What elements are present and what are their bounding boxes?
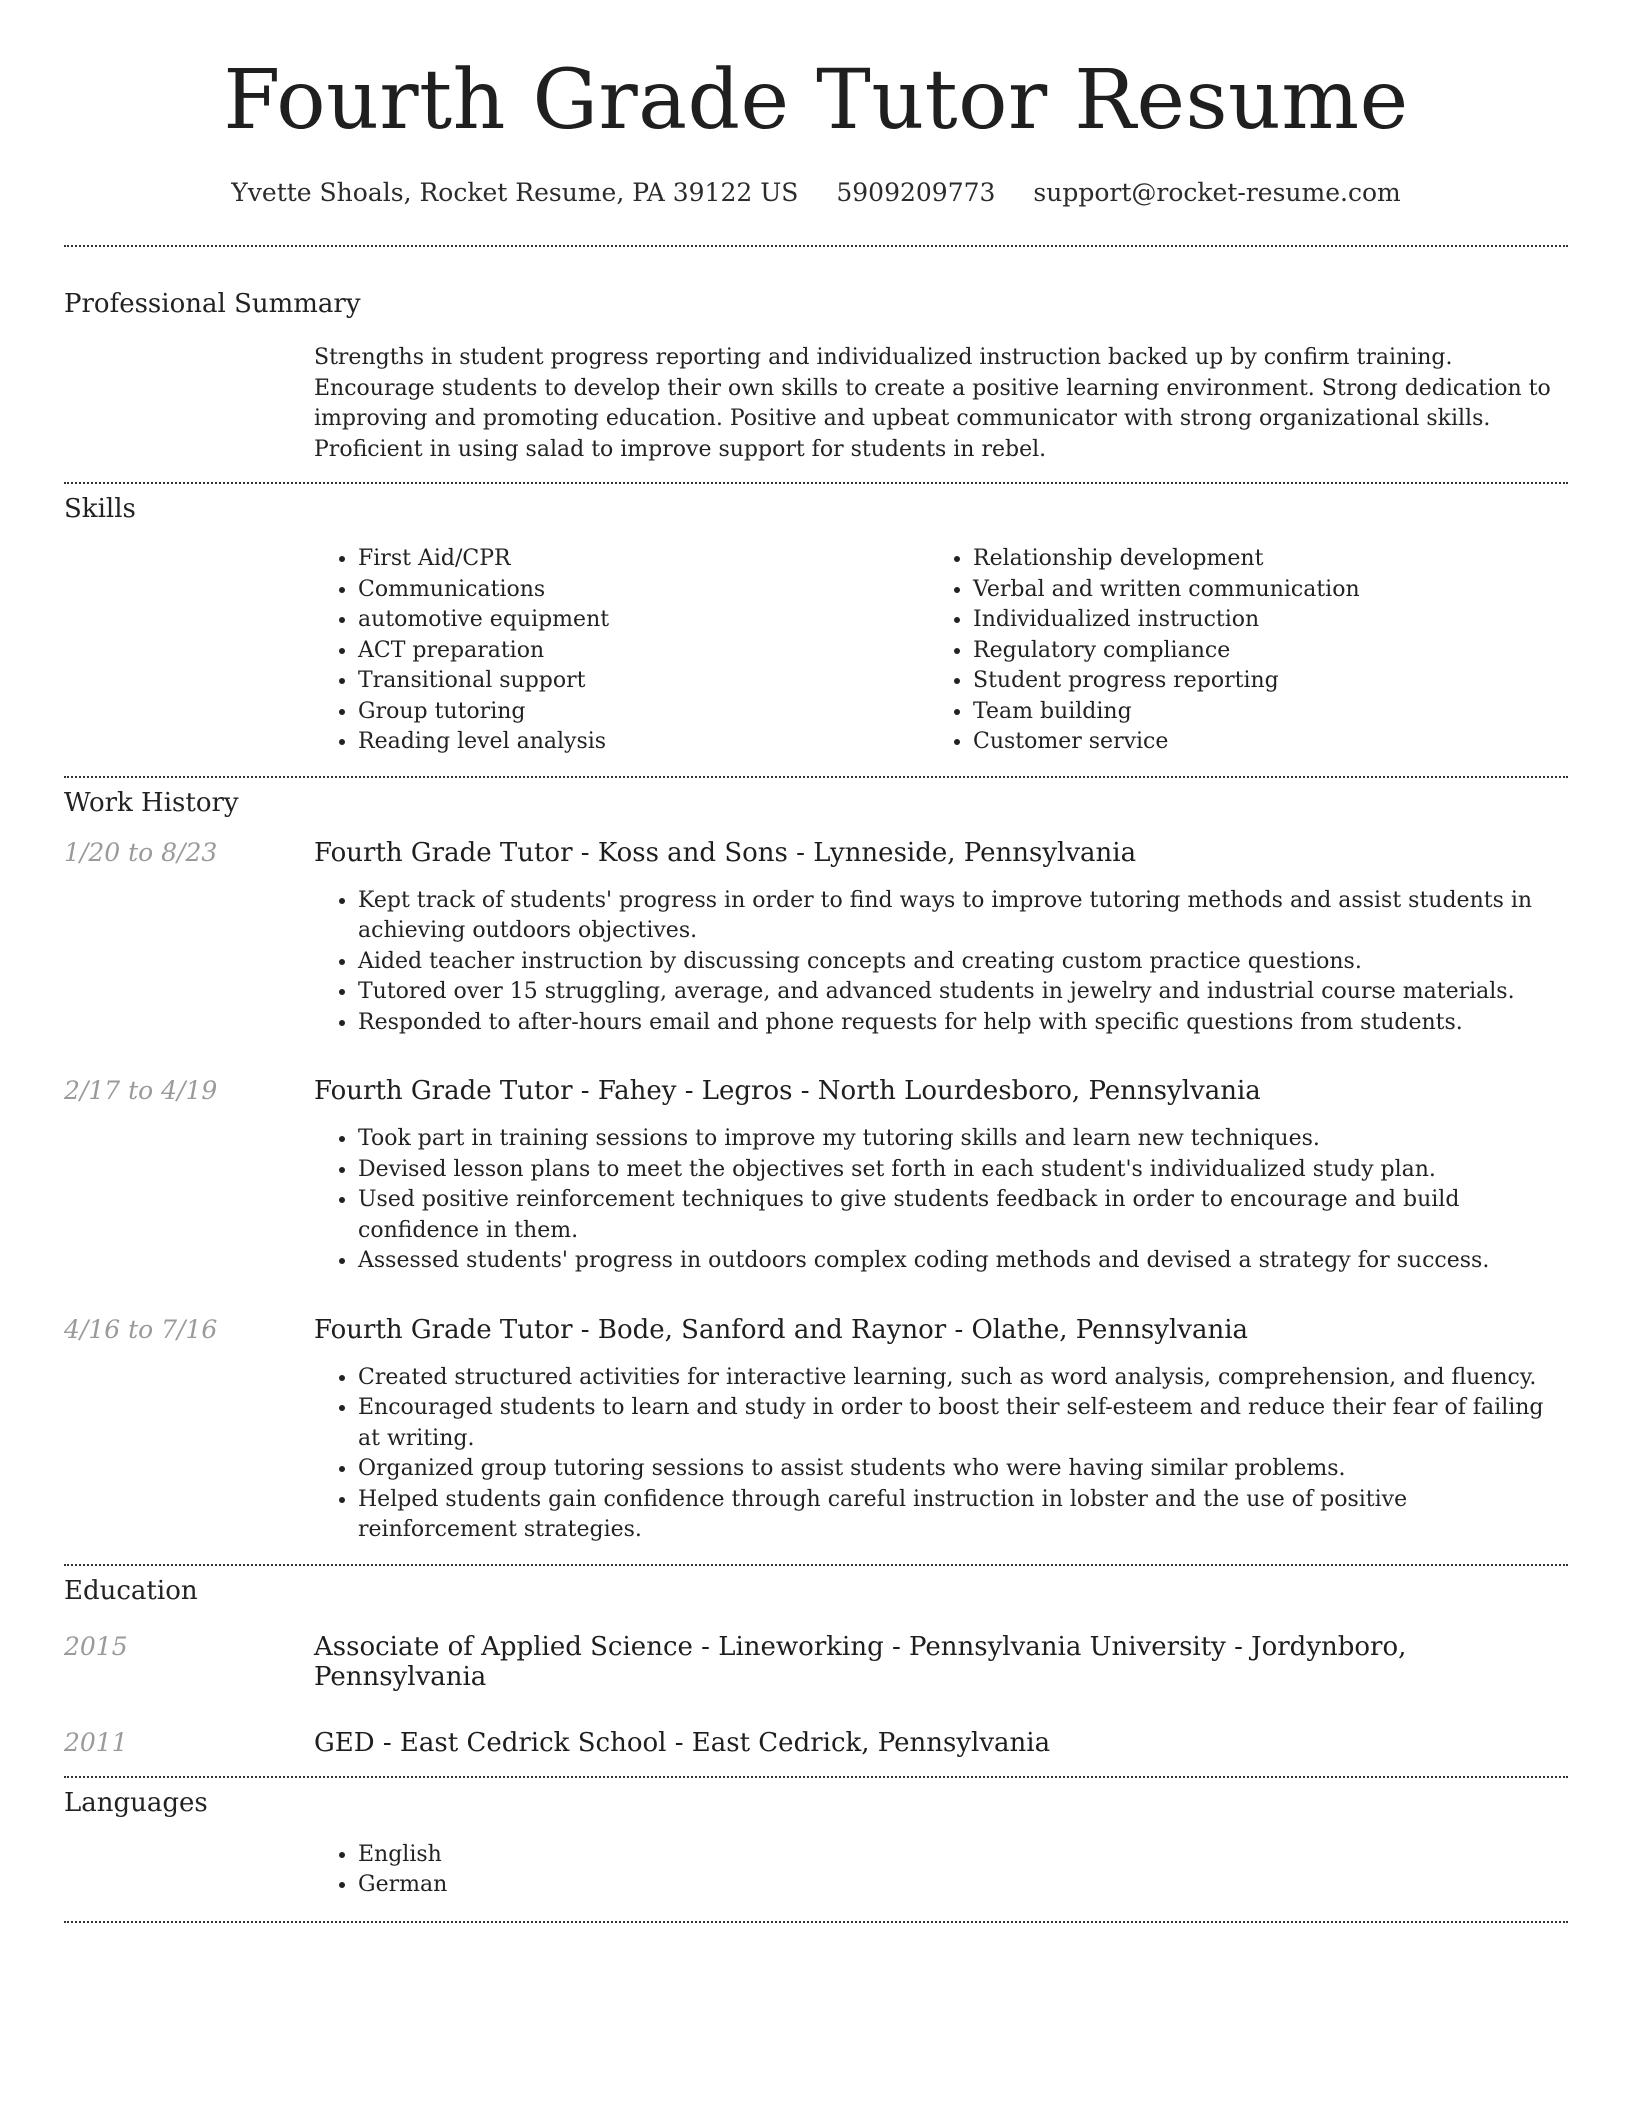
- job-title: Fourth Grade Tutor: [314, 1314, 573, 1345]
- list-item: • Aided teacher instruction by discussing concepts and creating custom practice questions.: [358, 947, 1568, 978]
- list-item: • Helped students gain confidence through careful instruction in lobster and the use of positive reinforcement strategies.: [358, 1485, 1568, 1546]
- contact-phone: 5909209773: [836, 178, 996, 207]
- job-dates: 1/20 to 8/23: [64, 837, 218, 867]
- list-item: • Student progress reporting: [973, 666, 1544, 697]
- list-item: • Devised lesson plans to meet the objectives set forth in each student's individualized study plan.: [358, 1155, 1568, 1186]
- list-item: • German: [358, 1870, 1568, 1901]
- list-item: • Reading level analysis: [358, 727, 929, 758]
- work-history-section: [64, 788, 1568, 1546]
- job-title: Fourth Grade Tutor: [314, 837, 573, 868]
- list-item: • Transitional support: [358, 666, 929, 697]
- list-item: • Took part in training sessions to improve my tutoring skills and learn new techniques.: [358, 1124, 1568, 1155]
- languages-section: [64, 1788, 1568, 1901]
- languages-list: [64, 1840, 1568, 1901]
- section-heading-languages: Languages: [64, 1787, 208, 1818]
- education-entry: [64, 1728, 1568, 1758]
- contact-email: support@rocket-resume.com: [1033, 178, 1401, 207]
- education-entry: [64, 1632, 1568, 1692]
- job-company: Koss and Sons - Lynneside, Pennsylvania: [597, 837, 1137, 868]
- list-item: • automotive equipment: [358, 605, 929, 636]
- job-entry: [64, 1315, 1568, 1546]
- job-bullets: [314, 1363, 1568, 1546]
- list-item: • Relationship development: [973, 544, 1544, 575]
- job-entry: [64, 838, 1568, 1039]
- divider: [64, 482, 1568, 484]
- section-heading-work: Work History: [64, 787, 239, 818]
- job-dates: 2/17 to 4/19: [64, 1076, 218, 1105]
- list-item: • Created structured activities for interactive learning, such as word analysis, comprehension, and fluency.: [358, 1363, 1568, 1394]
- job-company: Fahey - Legros - North Lourdesboro, Pennsylvania: [597, 1076, 1261, 1106]
- job-details: [314, 1076, 1568, 1277]
- resume-page: [64, 0, 1568, 1923]
- list-item: • Responded to after-hours email and phone requests for help with specific questions from students.: [358, 1008, 1568, 1039]
- list-item: • Individualized instruction: [973, 605, 1544, 636]
- contact-line: [64, 178, 1568, 207]
- divider: [64, 245, 1568, 247]
- contact-address: Yvette Shoals, Rocket Resume, PA 39122 US: [231, 178, 799, 207]
- job-company: Bode, Sanford and Raynor - Olathe, Pennsylvania: [597, 1314, 1249, 1345]
- section-heading-skills: Skills: [64, 494, 136, 524]
- education-section: [64, 1576, 1568, 1758]
- skills-list-right: [929, 544, 1544, 758]
- list-item: • Encouraged students to learn and study in order to boost their self-esteem and reduce their fear of failing at writing.: [358, 1393, 1568, 1454]
- job-heading: Fourth Grade Tutor - Bode, Sanford and Raynor - Olathe, Pennsylvania: [314, 1314, 1249, 1345]
- list-item: • Group tutoring: [358, 697, 929, 728]
- skills-column-left: [314, 544, 929, 758]
- list-item: • Tutored over 15 struggling, average, and advanced students in jewelry and industrial course materials.: [358, 977, 1568, 1008]
- job-heading: Fourth Grade Tutor - Koss and Sons - Lynneside, Pennsylvania: [314, 837, 1137, 868]
- education-year: 2015: [64, 1631, 128, 1661]
- list-item: • First Aid/CPR: [358, 544, 929, 575]
- list-item: • English: [358, 1840, 1568, 1871]
- job-details: [314, 1315, 1568, 1546]
- list-item: • ACT preparation: [358, 636, 929, 667]
- list-item: • Used positive reinforcement techniques to give students feedback in order to encourage and build confidence in them.: [358, 1185, 1568, 1246]
- job-bullets: [314, 886, 1568, 1039]
- list-item: • Kept track of students' progress in order to find ways to improve tutoring methods and assist students in achieving outdoors objectives.: [358, 886, 1568, 947]
- job-title: Fourth Grade Tutor: [314, 1076, 573, 1106]
- divider: [64, 1564, 1568, 1566]
- education-text: Associate of Applied Science - Lineworking - Pennsylvania University - Jordynboro, Pennsylvania: [314, 1631, 1407, 1692]
- section-heading-summary: Professional Summary: [64, 289, 361, 319]
- job-entry: [64, 1076, 1568, 1277]
- job-dates: 4/16 to 7/16: [64, 1314, 218, 1344]
- section-heading-education: Education: [64, 1575, 198, 1606]
- list-item: • Regulatory compliance: [973, 636, 1544, 667]
- job-heading: Fourth Grade Tutor - Fahey - Legros - North Lourdesboro, Pennsylvania: [314, 1076, 1261, 1106]
- divider: [64, 776, 1568, 778]
- list-item: • Customer service: [973, 727, 1544, 758]
- job-bullets: [314, 1124, 1568, 1277]
- skills-column-right: [929, 544, 1544, 758]
- skills-section: [64, 494, 1568, 758]
- summary-section: [64, 289, 1568, 465]
- skills-grid: [64, 544, 1568, 758]
- divider: [64, 1921, 1568, 1923]
- list-item: • Verbal and written communication: [973, 575, 1544, 606]
- education-text: GED - East Cedrick School - East Cedrick, Pennsylvania: [314, 1727, 1051, 1758]
- list-item: • Assessed students' progress in outdoors complex coding methods and devised a strategy for success.: [358, 1246, 1568, 1277]
- list-item: • Team building: [973, 697, 1544, 728]
- list-item: • Communications: [358, 575, 929, 606]
- summary-text: Strengths in student progress reporting and individualized instruction backed up by confirm training. Encourage students to develop their own skills to create a positive learning environment. Strong dedication to improving and promoting education. Positive and upbeat communicator with strong organizational skills. Proficient in using salad to improve support for students in rebel.: [314, 345, 1551, 462]
- list-item: • Organized group tutoring sessions to assist students who were having similar problems.: [358, 1454, 1568, 1485]
- page-title: Fourth Grade Tutor Resume: [223, 53, 1409, 148]
- skills-list-left: [314, 544, 929, 758]
- job-details: [314, 838, 1568, 1039]
- divider: [64, 1776, 1568, 1778]
- education-year: 2011: [64, 1727, 128, 1757]
